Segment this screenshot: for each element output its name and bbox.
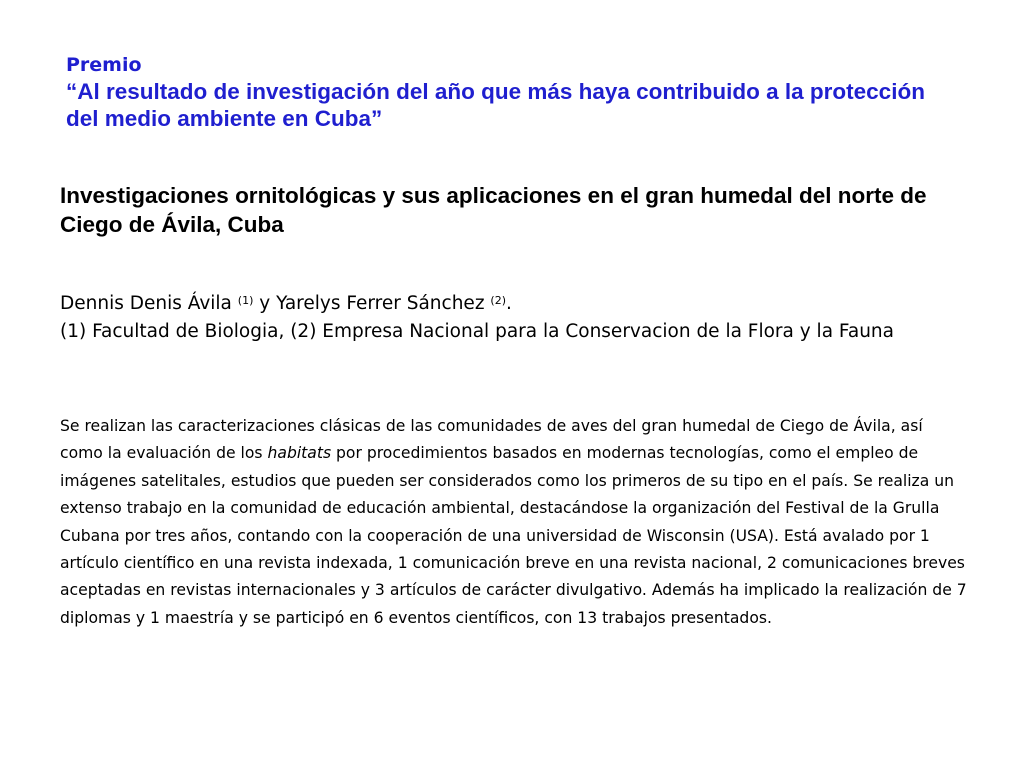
project-title: Investigaciones ornitológicas y sus aplicaciones en el gran humedal del norte de Ciego de Ávila, Cuba bbox=[60, 183, 927, 237]
abstract-italic-word: habitats bbox=[267, 444, 332, 463]
award-label: Premio bbox=[66, 54, 142, 76]
author-1-name: Dennis Denis Ávila bbox=[60, 293, 232, 314]
authors-block bbox=[60, 290, 970, 346]
affiliations: (1) Facultad de Biologia, (2) Empresa Nacional para la Conservacion de la Flora y la Fauna bbox=[60, 321, 894, 342]
author-2-name: Yarelys Ferrer Sánchez bbox=[276, 293, 485, 314]
award-header bbox=[66, 52, 946, 132]
author-2-ref: (2) bbox=[490, 294, 507, 307]
author-connector: y bbox=[253, 293, 277, 314]
abstract-paragraph bbox=[60, 413, 970, 632]
award-title: “Al resultado de investigación del año que más haya contribuido a la protección del medio ambiente en Cuba” bbox=[66, 79, 925, 131]
author-1-ref: (1) bbox=[237, 294, 254, 307]
abstract-part-2: por procedimientos basados en modernas tecnologías, como el empleo de imágenes satelitales, estudios que pueden ser considerados como los primeros de su tipo en el país. Se realiza un extenso trabajo en la comunidad de educación ambiental, destacándose la organización del Festival de la Grulla Cubana por tres años, contando con la cooperación de una universidad de Wisconsin (USA). Está avalado por 1 artículo científico en una revista indexada, 1 comunicación breve en una revista nacional, 2 comunicaciones breves aceptadas en revistas internacionales y 3 artículos de carácter divulgativo. Además ha implicado la realización de 7 diplomas y 1 maestría y se participó en 6 eventos científicos, con 13 trabajos presentados. bbox=[60, 444, 967, 627]
author-line bbox=[60, 290, 970, 318]
abstract-part-1: Se realizan las caracterizaciones clásicas de las comunidades de aves del gran humedal de Ciego de Ávila, así como la evaluación de los bbox=[60, 417, 923, 463]
author-end-punct: . bbox=[506, 293, 512, 314]
